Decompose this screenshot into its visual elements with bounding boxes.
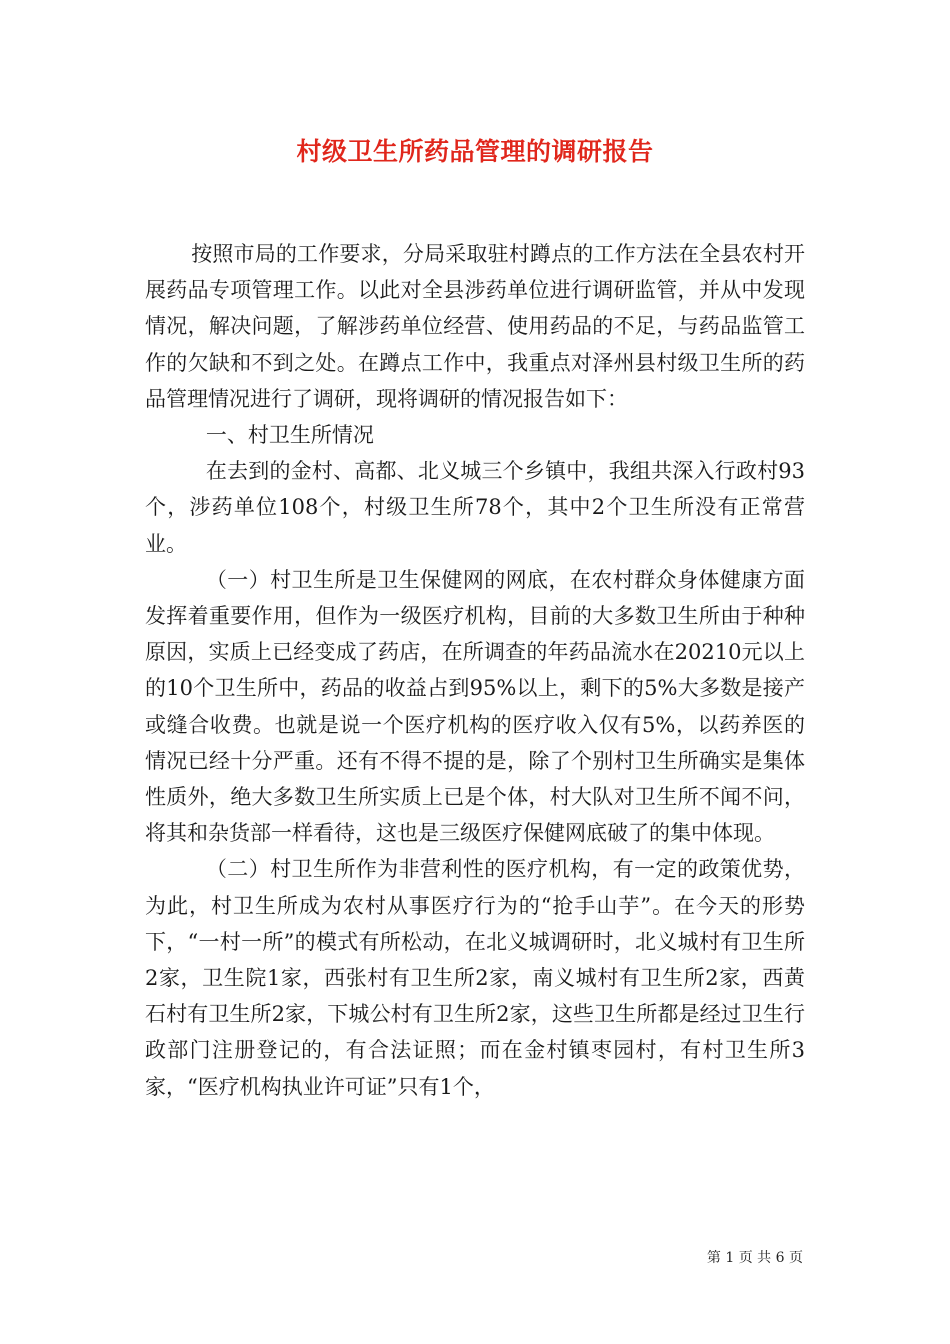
document-title: 村级卫生所药品管理的调研报告 [296,137,654,166]
section-heading-1: 一、村卫生所情况 [205,423,374,448]
paragraph-point-2: （二）村卫生所作为非营利性的医疗机构，有一定的政策优势，为此，村卫生所成为农村从事医疗行为的“抢手山芋”。在今天的形势下，“一村一所”的模式有所松动，在北义城调研时，北义城村有卫生所2家，卫生院1家，西张村有卫生所2家，南义城村有卫生所2家，西黄石村有卫生所2家，下城公村有卫生所2家，这些卫生所都是经过卫生行政部门注册登记的，有合法证照；而在金村镇枣园村，有村卫生所3家，“医疗机构执业许可证”只有1个， [145,857,805,1099]
page-number: 第 1 页 共 6 页 [706,1250,803,1266]
paragraph-survey: 在去到的金村、高都、北义城三个乡镇中，我组共深入行政村93个，涉药单位108个，村级卫生所78个，其中2个卫生所没有正常营业。 [145,459,805,556]
document-body [145,236,805,1105]
paragraph-point-1: （一）村卫生所是卫生保健网的网底，在农村群众身体健康方面发挥着重要作用，但作为一级医疗机构，目前的大多数卫生所由于种种原因，实质上已经变成了药店，在所调查的年药品流水在20210元以上的10个卫生所中，药品的收益占到95%以上，剩下的5%大多数是接产或缝合收费。也就是说一个医疗机构的医疗收入仅有5%，以药养医的情况已经十分严重。还有不得不提的是，除了个别村卫生所确实是集体性质外，绝大多数卫生所实质上已是个体，村大队对卫生所不闻不问，将其和杂货部一样看待，这也是三级医疗保健网底破了的集中体现。 [145,567,805,846]
paragraph-intro: 按照市局的工作要求，分局采取驻村蹲点的工作方法在全县农村开展药品专项管理工作。以此对全县涉药单位进行调研监管，并从中发现情况，解决问题，了解涉药单位经营、使用药品的不足，与药品监管工作的欠缺和不到之处。在蹲点工作中，我重点对泽州县村级卫生所的药品管理情况进行了调研，现将调研的情况报告如下： [145,242,805,411]
